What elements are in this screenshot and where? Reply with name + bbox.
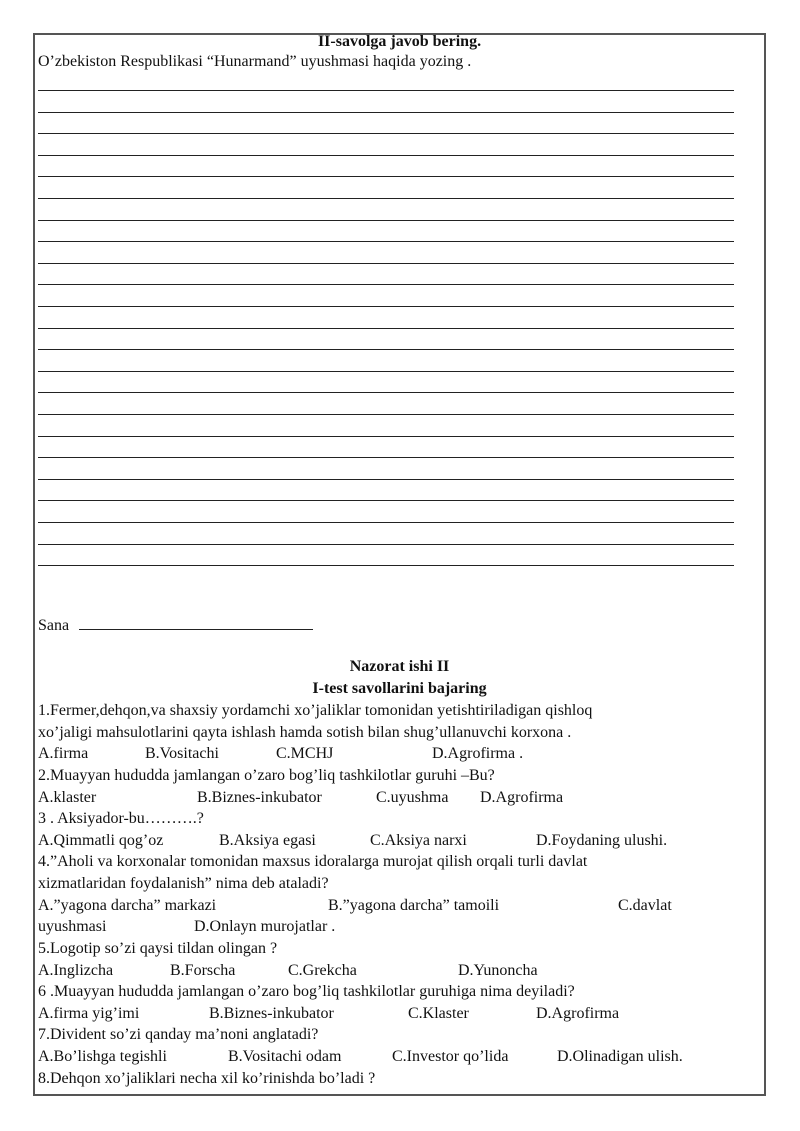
test-title: I-test savollarini bajaring bbox=[312, 680, 487, 697]
q2-option-d[interactable]: D.Agrofirma bbox=[480, 789, 564, 806]
q4-option-c-continued[interactable]: uyushmasi bbox=[38, 918, 107, 935]
q6-option-c[interactable]: C.Klaster bbox=[408, 1005, 469, 1022]
writing-line[interactable] bbox=[38, 133, 734, 134]
q4-option-b[interactable]: B.”yagona darcha” tamoili bbox=[328, 897, 500, 914]
writing-line[interactable] bbox=[38, 155, 734, 156]
date-field[interactable] bbox=[38, 615, 313, 636]
q2-option-c[interactable]: C.uyushma bbox=[376, 789, 449, 806]
q2-option-a[interactable]: A.klaster bbox=[38, 789, 97, 806]
q1-option-d[interactable]: D.Agrofirma . bbox=[432, 745, 524, 762]
q3-option-b[interactable]: B.Aksiya egasi bbox=[219, 832, 316, 849]
writing-line[interactable] bbox=[38, 392, 734, 393]
question-6: 6 .Muayyan hududda jamlangan o’zaro bog’liq tashkilotlar guruhiga nima deyiladi? bbox=[38, 983, 575, 1000]
q5-option-c[interactable]: C.Grekcha bbox=[288, 962, 357, 979]
q3-option-a[interactable]: A.Qimmatli qog’oz bbox=[38, 832, 164, 849]
question-5: 5.Logotip so’zi qaysi tildan olingan ? bbox=[38, 940, 278, 957]
question-1-line-1: 1.Fermer,dehqon,va shaxsiy yordamchi xo’jaliklar tomonidan yetishtiriladigan qishloq bbox=[38, 702, 593, 719]
q7-option-a[interactable]: A.Bo’lishga tegishli bbox=[38, 1048, 167, 1065]
q4-option-c[interactable]: C.davlat bbox=[618, 897, 672, 914]
question-4-line-1: 4.”Aholi va korxonalar tomonidan maxsus idoralarga murojat qilish orqali turli davlat bbox=[38, 853, 588, 870]
writing-line[interactable] bbox=[38, 565, 734, 566]
question-1-line-2: xo’jaligi mahsulotlarini qayta ishlash hamda sotish bilan shug’ullanuvchi korxona . bbox=[38, 724, 572, 741]
writing-line[interactable] bbox=[38, 349, 734, 350]
q5-option-d[interactable]: D.Yunoncha bbox=[458, 962, 538, 979]
writing-line[interactable] bbox=[38, 176, 734, 177]
q2-option-b[interactable]: B.Biznes-inkubator bbox=[197, 789, 322, 806]
nazorat-title: Nazorat ishi II bbox=[349, 658, 450, 675]
question-3: 3 . Aksiyador-bu……….? bbox=[38, 810, 204, 827]
writing-line[interactable] bbox=[38, 284, 734, 285]
writing-line[interactable] bbox=[38, 522, 734, 523]
question-7: 7.Divident so’zi qanday ma’noni anglatadi? bbox=[38, 1026, 319, 1043]
section-prompt: O’zbekiston Respublikasi “Hunarmand” uyushmasi haqida yozing . bbox=[38, 53, 472, 70]
question-8: 8.Dehqon xo’jaliklari necha xil ko’rinishda bo’ladi ? bbox=[38, 1070, 376, 1087]
writing-line[interactable] bbox=[38, 436, 734, 437]
writing-line[interactable] bbox=[38, 112, 734, 113]
writing-line[interactable] bbox=[38, 457, 734, 458]
q3-option-d[interactable]: D.Foydaning ulushi. bbox=[536, 832, 668, 849]
writing-line[interactable] bbox=[38, 371, 734, 372]
writing-line[interactable] bbox=[38, 90, 734, 91]
q5-option-a[interactable]: A.Inglizcha bbox=[38, 962, 114, 979]
q7-option-c[interactable]: C.Investor qo’lida bbox=[392, 1048, 509, 1065]
question-2: 2.Muayyan hududda jamlangan o’zaro bog’liq tashkilotlar guruhi –Bu? bbox=[38, 767, 495, 784]
date-label: Sana bbox=[38, 617, 70, 634]
writing-line[interactable] bbox=[38, 220, 734, 221]
writing-line[interactable] bbox=[38, 500, 734, 501]
q1-option-a[interactable]: A.firma bbox=[38, 745, 89, 762]
writing-line[interactable] bbox=[38, 479, 734, 480]
writing-line[interactable] bbox=[38, 263, 734, 264]
question-4-line-2: xizmatlaridan foydalanish” nima deb ataladi? bbox=[38, 875, 329, 892]
writing-line[interactable] bbox=[38, 414, 734, 415]
q1-option-c[interactable]: C.MCHJ bbox=[276, 745, 334, 762]
q1-option-b[interactable]: B.Vositachi bbox=[145, 745, 219, 762]
q4-option-a[interactable]: A.”yagona darcha” markazi bbox=[38, 897, 217, 914]
writing-line[interactable] bbox=[38, 241, 734, 242]
q6-option-b[interactable]: B.Biznes-inkubator bbox=[209, 1005, 334, 1022]
q7-option-b[interactable]: B.Vositachi odam bbox=[228, 1048, 342, 1065]
date-blank[interactable] bbox=[79, 615, 313, 630]
writing-line[interactable] bbox=[38, 198, 734, 199]
section-heading: II-savolga javob bering. bbox=[317, 33, 482, 50]
q4-option-d[interactable]: D.Onlayn murojatlar . bbox=[194, 918, 336, 935]
writing-line[interactable] bbox=[38, 306, 734, 307]
q5-option-b[interactable]: B.Forscha bbox=[170, 962, 236, 979]
writing-line[interactable] bbox=[38, 544, 734, 545]
q3-option-c[interactable]: C.Aksiya narxi bbox=[370, 832, 467, 849]
q6-option-d[interactable]: D.Agrofirma bbox=[536, 1005, 620, 1022]
q6-option-a[interactable]: A.firma yig’imi bbox=[38, 1005, 140, 1022]
writing-line[interactable] bbox=[38, 328, 734, 329]
q7-option-d[interactable]: D.Olinadigan ulish. bbox=[557, 1048, 683, 1065]
